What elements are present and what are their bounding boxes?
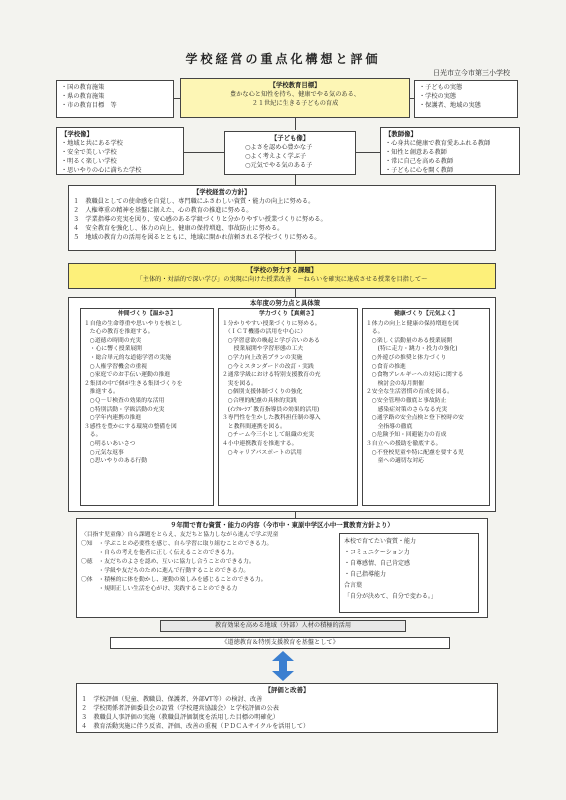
list-item: (ｲﾝｸﾙｰｼﾌﾞ教育指導員の効果的活用) — [222, 406, 320, 413]
list-item: ・子どもの実態 — [419, 84, 463, 91]
list-item: ２集団の中で個が生きる集団づくりを — [84, 380, 183, 387]
column-title: 学力づくり【真剣さ】 — [259, 311, 317, 317]
list-item: １自他の生命尊重や思いやりを核とし — [84, 320, 183, 327]
list-item: ・安全で美しい学校 — [61, 149, 117, 156]
list-item: ・自らの考えを他者に正しく伝えることのできる力。 — [81, 550, 238, 556]
list-item: ５ 地域の教育力の活用を図るとともに、地域に開かれ信頼される学校づくりに努める。 — [73, 234, 321, 241]
list-item: ・コミュニケーション力 — [344, 549, 410, 556]
column-fellowship — [80, 308, 214, 506]
list-item: 感染症対策のさらなる充実 — [366, 406, 448, 413]
context-box — [414, 80, 518, 118]
list-item: 〇体 ・積極的に体を動かし、運動の楽しみを感じることのできる力。 — [81, 577, 267, 583]
list-item: ○学年内連携の推進 — [84, 415, 142, 422]
list-item: ○通学路の安全点検と登下校時の安 — [366, 415, 464, 422]
list-item: ３自立への援助を徹底する。 — [366, 440, 442, 447]
list-item: ２ 人権尊重の精神を基盤に据えた、心の教育の推進に努める。 — [73, 207, 253, 214]
target-abilities-list — [344, 536, 474, 602]
nine-year-label: ９年間で育む資質・能力の内容（今市中・東原中学区小中一貫教育方針より） — [170, 521, 394, 529]
list-item: ○個別支援体制づくりの強化 — [222, 389, 303, 396]
list-item: ・明るく楽しい学校 — [61, 158, 117, 165]
list-item: ３専門性を生かした教科担任制の導入 — [222, 415, 321, 422]
list-item: １ 学校評価（児童、教職員、保護者、外部VT等）の検討、改善 — [81, 696, 263, 703]
management-policy-box — [68, 185, 496, 251]
list-item: 検討会の毎月開催 — [366, 380, 424, 387]
list-item: ○チーム今三小として組織の充実 — [222, 432, 315, 439]
list-item: 〇徳 ・友だちのよさを認め、互いに協力し合うことのできる力。 — [81, 559, 255, 565]
list-item: ３ 教職員人事評価の実施（教職員評価制度を活用した目標の明確化） — [81, 714, 279, 721]
list-item: ・市の教育目標 等 — [61, 102, 117, 109]
list-item: ・知性と創意ある教師 — [385, 149, 447, 156]
connector-line — [295, 251, 296, 263]
list-item: ○元気な返事 — [84, 449, 124, 456]
list-item: ４ 教育活動実施に伴う反省、評価、改善の重視（ＰＤＣＡサイクルを活用して） — [81, 723, 310, 730]
list-item: （ＩＣＴ機器の活用を中心に） — [222, 329, 307, 336]
page-title: 学校経営の重点化構想と評価 — [185, 52, 381, 66]
list-item: ○食育の推進 — [366, 363, 406, 370]
list-item: ○合理的配慮の具体的実践 — [222, 397, 297, 404]
list-item: (特に走力・跳力・投力の強化) — [366, 346, 458, 353]
school-image-label: 【学校像】 — [61, 130, 93, 138]
list-item: 合言葉 — [344, 582, 363, 589]
list-item: ・自己指導能力 — [344, 571, 387, 578]
list-item: ○Ｑ－Ｕ検査の効果的な活用 — [84, 397, 165, 404]
list-item: 童への適切な対応 — [366, 458, 424, 465]
list-item: ○特別活動・学級活動の充実 — [84, 406, 165, 413]
school-name: 日光市立今市第三小学校 — [433, 69, 510, 77]
list-item: た心の教育を推進する。 — [84, 329, 154, 336]
target-abilities-box — [339, 533, 479, 613]
list-item: ○元気でやる気のある子 — [245, 162, 313, 169]
connector-line — [295, 289, 296, 297]
list-item: ・地域と共にある学校 — [61, 140, 123, 147]
list-item: ・国の教育施策 — [61, 84, 105, 91]
list-item: ２通常学級における特別支援教育の充 — [222, 372, 321, 379]
list-item: ・心身共に健康で教育愛あふれる教師 — [385, 140, 491, 147]
list-item: 推進する。 — [84, 389, 119, 396]
list-item: ○家庭でのお手伝い運動の推進 — [84, 372, 171, 379]
list-item: ・規則正しい生活を心がけ、実践することのできる力 — [81, 586, 238, 592]
goal-line: 豊かな心と知性を持ち、健康でやる気のある、 — [230, 91, 360, 98]
nine-year-box — [76, 518, 488, 618]
list-item: ○人権学習機会の重視 — [84, 363, 148, 370]
cycle-arrow-icon — [271, 651, 295, 681]
connector-line — [174, 98, 180, 99]
list-item: ・県の教育施策 — [61, 93, 105, 100]
teacher-image-box — [380, 127, 520, 175]
list-item: ○キャリアパスポートの活用 — [222, 449, 302, 456]
base-box: 《道徳教育＆特別支援教育を基盤として》 — [110, 637, 450, 649]
list-item: 〈目指す児童像〉自ら課題をとらえ、友だちと協力しながら進んで学ぶ児童 — [81, 532, 279, 538]
column-lines — [222, 320, 354, 458]
community-box: 教育効果を高める地域（外部）人材の積極的活用 — [160, 620, 406, 632]
connector-line — [295, 175, 296, 185]
list-item: 授業展開や学習形態の工夫 — [222, 346, 304, 353]
national-policy-box — [56, 80, 174, 118]
list-item: ○学力向上改善プランの実施 — [222, 354, 303, 361]
list-item: ○食物アレルギーへの対応に関する — [366, 372, 464, 379]
connector-line — [295, 118, 296, 130]
goal-label: 【学校教育目標】 — [269, 81, 321, 89]
list-item: 〇知 ・学ぶことの必要性を感じ、自ら学習に取り組むことのできる力。 — [81, 541, 273, 547]
list-item: １ 教職員としての使命感を自覚し、専門職にふさわしい資質・能力の向上に努める。 — [73, 198, 315, 205]
list-item: ○不登校児童や特に配慮を要する児 — [366, 449, 464, 456]
child-image-box — [224, 131, 356, 175]
list-item: ・心に響く授業展開 — [84, 346, 142, 353]
list-item: ・思いやりの心に満ちた学校 — [61, 167, 142, 174]
list-item: ・学級や友だちのために進んで行動することのできる力。 — [81, 568, 250, 574]
list-item: ・子どもに心を開く教師 — [385, 167, 454, 174]
connector-line — [410, 98, 414, 99]
list-item: ○よく考えよく学ぶ子 — [245, 153, 307, 160]
list-item: ○安全管理の徹底と事故防止 — [366, 397, 447, 404]
list-item: １体力の向上と健康の保持増進を図 — [366, 320, 459, 327]
school-image-box — [56, 127, 184, 175]
child-image-label: 【子ども像】 — [270, 134, 310, 142]
list-item: 本校で育てたい資質・能力 — [344, 538, 417, 545]
column-lines — [84, 320, 210, 466]
list-item: ・保護者、地域の実態 — [419, 102, 481, 109]
column-lines — [366, 320, 486, 466]
list-item: ・総合単元的な道徳学習の実施 — [84, 354, 171, 361]
list-item: ４小中連携教育を推進する。 — [222, 440, 298, 447]
list-item: ○よさを認め心豊かな子 — [245, 144, 313, 151]
list-item: ○明るいあいさつ — [84, 440, 136, 447]
teacher-image-label: 【教師像】 — [385, 130, 417, 138]
evaluation-box — [76, 683, 498, 733]
column-academic — [218, 308, 358, 506]
list-item: ３感性を豊かにする環境の整備を図 — [84, 423, 177, 430]
column-title: 仲間づくり【温かさ】 — [118, 311, 176, 317]
column-health — [362, 308, 490, 506]
list-item: ・学校の実態 — [419, 93, 457, 100]
national-policy-list — [61, 83, 169, 110]
list-item: 「自分が決めて、自分で変わる。」 — [344, 593, 437, 600]
list-item: ○学習意欲の喚起と学び合いのある — [222, 337, 320, 344]
list-item: ○道徳の時間の充実 — [84, 337, 142, 344]
list-item: ○今ミスタンダードの改訂・実践 — [222, 363, 314, 370]
list-item: ○危険予知・回避能力の育成 — [366, 432, 447, 439]
list-item: １分かりやすい授業づくりに努める。 — [222, 320, 321, 327]
list-item: ２安全な生活習慣の育成を図る。 — [366, 389, 453, 396]
list-item: る。 — [366, 329, 384, 336]
nine-year-left — [81, 531, 333, 594]
year-focus-label: 本年度の努力点と具体策 — [249, 299, 321, 307]
evaluation-label: 【評価と改善】 — [264, 686, 310, 694]
policy-label: 【学校経営の方針】 — [193, 188, 251, 196]
column-title: 健康づくり【元気よく】 — [394, 311, 458, 317]
list-item: ２ 学校関係者評価委員会の設置（学校運営協議会）と学校評価の公表 — [81, 705, 279, 712]
list-item: 全指導の徹底 — [366, 423, 413, 430]
connector-line — [184, 152, 224, 153]
list-item: ４ 安全教育を強化し、体力の向上、健康の保持増進、事故防止に努める。 — [73, 225, 284, 232]
list-item: ○思いやりのある行動 — [84, 458, 148, 465]
list-item: ３ 学業指導の充実を図り、安心感のある学級づくりと分かりやすい授業づくりに努める。 — [73, 216, 327, 223]
focus-task-box — [68, 263, 496, 289]
focus-text: 「主体的・対話的で深い学び」の実現に向けた授業改善 ～ねらいを確実に達成させる授業を目指して～ — [136, 276, 428, 283]
goal-line: ２１世紀に生きる子どもの育成 — [251, 100, 339, 107]
list-item: る。 — [84, 432, 102, 439]
list-item: ○外遊びの推奨と体力づくり — [366, 354, 447, 361]
connector-line — [356, 152, 380, 153]
list-item: ・自尊感情、自己肯定感 — [344, 560, 411, 567]
school-goal-box — [180, 78, 410, 118]
list-item: ○楽しく活動量のある授業展開 — [366, 337, 453, 344]
list-item: ・常に自己を高める教師 — [385, 158, 454, 165]
focus-label: 【学校の努力する課題】 — [246, 266, 318, 274]
list-item: 実を図る。 — [222, 380, 257, 387]
list-item: と教科間連携を図る。 — [222, 423, 286, 430]
